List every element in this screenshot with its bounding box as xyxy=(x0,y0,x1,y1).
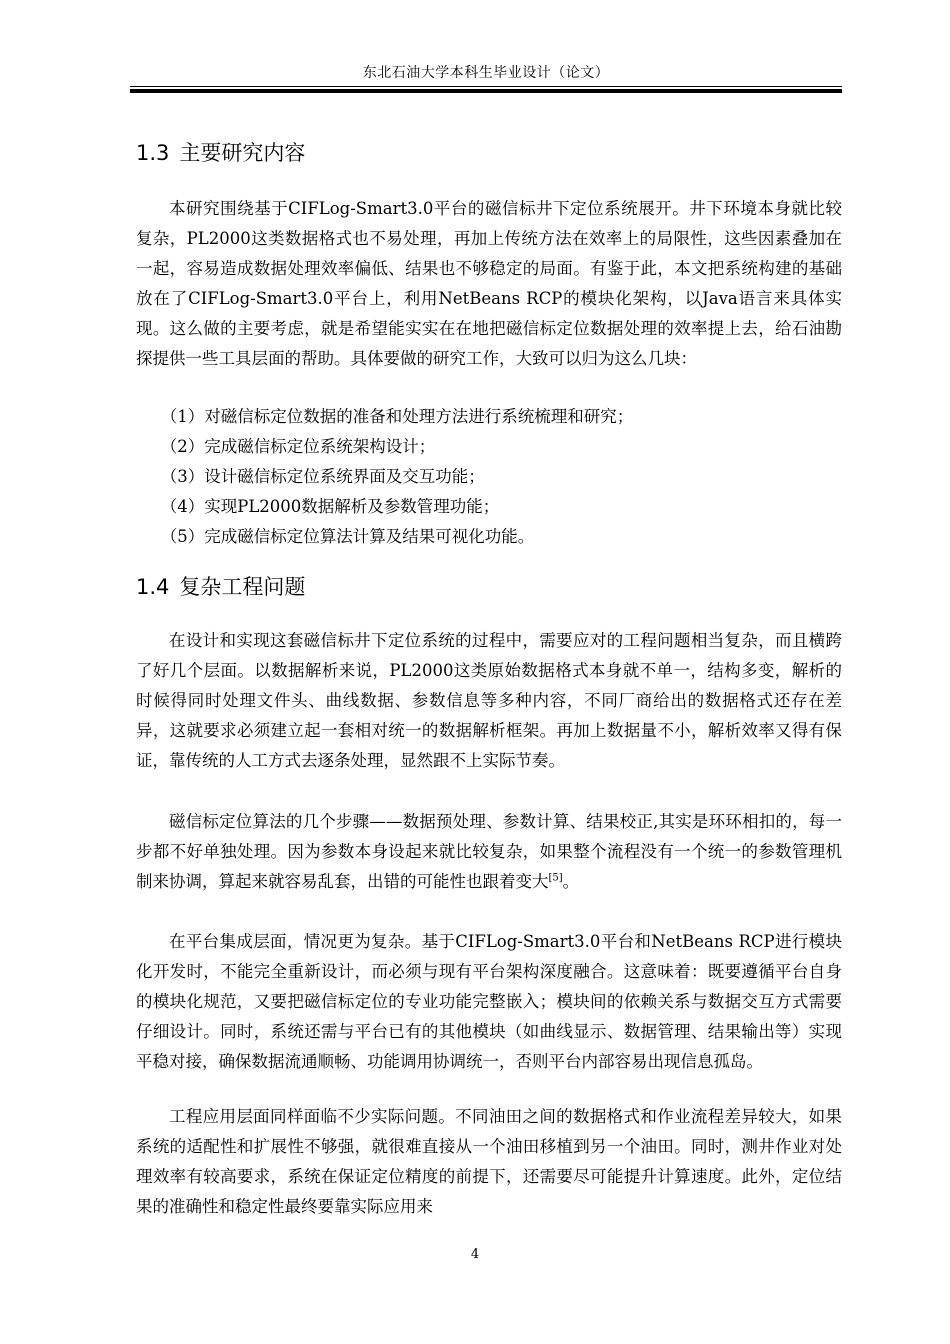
citation-ref: [5] xyxy=(548,872,563,884)
section-heading-1-4 xyxy=(136,573,305,601)
paragraph-text: 磁信标定位算法的几个步骤——数据预处理、参数计算、结果校正,其实是环环相扣的，每一步都不好单独处理。因为参数本身设起来就比较复杂，如果整个流程没有一个统一的参数管理机制来协调，算起来就容易乱套，出错的可能性也跟着变大 xyxy=(136,812,842,891)
paragraph-engineering-2 xyxy=(136,807,842,897)
research-items-list xyxy=(136,402,842,552)
paragraph-engineering-4: 工程应用层面同样面临不少实际问题。不同油田之间的数据格式和作业流程差异较大，如果系统的适配性和扩展性不够强，就很难直接从一个油田移植到另一个油田。同时，测井作业对处理效率有较高要求，系统在保证定位精度的前提下，还需要尽可能提升计算速度。此外，定位结果的准确性和稳定性最终要靠实际应用来 xyxy=(136,1107,842,1216)
section-heading-1-3 xyxy=(136,139,305,167)
running-header: 东北石油大学本科生毕业设计（论文） xyxy=(362,65,610,81)
paragraph-end: 。 xyxy=(562,872,580,891)
paragraph-engineering-3: 在平台集成层面，情况更为复杂。基于CIFLog-Smart3.0平台和NetBeans RCP进行模块化开发时，不能完全重新设计，而必须与现有平台架构深度融合。这意味着：既要遵循平台自身的模块化规范，又要把磁信标定位的专业功能完整嵌入；模块间的依赖关系与数据交互方式需要仔细设计。同时，系统还需与平台已有的其他模块（如曲线显示、数据管理、结果输出等）实现平稳对接，确保数据流通顺畅、功能调用协调统一，否则平台内部容易出现信息孤岛。 xyxy=(136,932,842,1071)
header-rule-thick xyxy=(130,89,842,93)
paragraph-research-content: 本研究围绕基于CIFLog-Smart3.0平台的磁信标井下定位系统展开。井下环境本身就比较复杂，PL2000这类数据格式也不易处理，再加上传统方法在效率上的局限性，这些因素叠加在一起，容易造成数据处理效率偏低、结果也不够稳定的局面。有鉴于此，本文把系统构建的基础放在了CIFLog-Smart3.0平台上，利用NetBeans RCP的模块化架构，以Java语言来具体实现。这么做的主要考虑，就是希望能实实在在地把磁信标定位数据处理的效率提上去，给石油勘探提供一些工具层面的帮助。具体要做的研究工作，大致可以归为这么几块： xyxy=(136,199,842,368)
section-title: 主要研究内容 xyxy=(179,141,306,165)
header-rule-thin xyxy=(130,86,842,87)
section-number: 1.4 xyxy=(136,575,170,599)
list-item: （1）对磁信标定位数据的准备和处理方法进行系统梳理和研究； xyxy=(160,407,634,426)
paragraph-engineering-1: 在设计和实现这套磁信标井下定位系统的过程中，需要应对的工程问题相当复杂，而且横跨了好几个层面。以数据解析来说，PL2000这类原始数据格式本身就不单一，结构多变，解析的时候得同时处理文件头、曲线数据、参数信息等多种内容，不同厂商给出的数据格式还存在差异，这就要求必须建立起一套相对统一的数据解析框架。再加上数据量不小，解析效率又得有保证，靠传统的人工方式去逐条处理，显然跟不上实际节奏。 xyxy=(136,631,842,770)
list-item: （2）完成磁信标定位系统架构设计； xyxy=(160,437,436,456)
list-item: （5）完成磁信标定位算法计算及结果可视化功能。 xyxy=(160,527,535,546)
page-number: 4 xyxy=(470,1247,480,1262)
section-title: 复杂工程问题 xyxy=(179,575,306,599)
section-number: 1.3 xyxy=(136,141,170,165)
list-item: （4）实现PL2000数据解析及参数管理功能； xyxy=(160,497,500,516)
list-item: （3）设计磁信标定位系统界面及交互功能； xyxy=(160,467,485,486)
